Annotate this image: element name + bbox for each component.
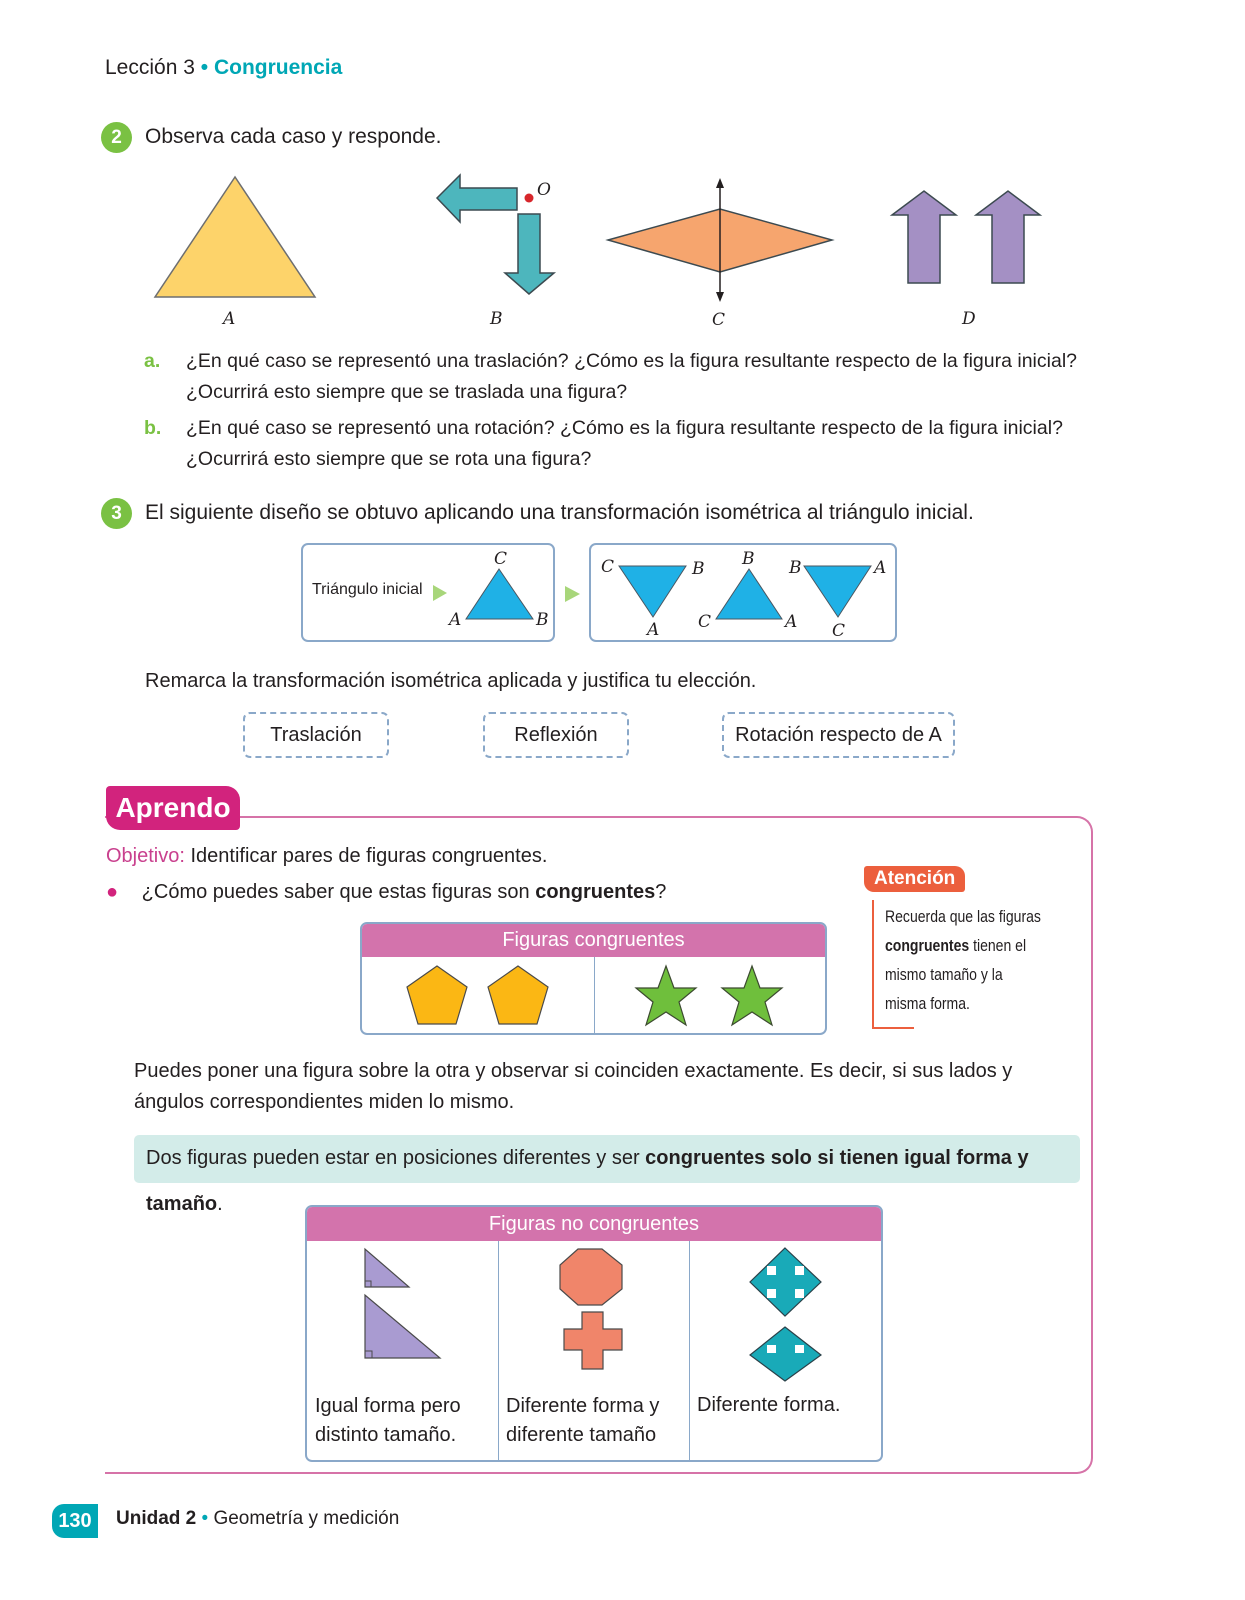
design-vertex-c1: C	[601, 557, 615, 577]
question-2a-text: ¿En qué caso se representó una traslación? ¿Cómo es la figura resultante respecto de la figura inicial? ¿Ocurrirá esto siempre que se traslada una figura?	[186, 350, 1077, 403]
question-2a	[144, 346, 1116, 408]
aprendo-question-pre: ¿Cómo puedes saber que estas figuras son	[141, 881, 536, 903]
objective	[106, 845, 547, 868]
design-box	[589, 543, 897, 642]
option-rotacion[interactable]: Rotación respecto de A	[722, 712, 955, 758]
objective-text: Identificar pares de figuras congruentes.	[190, 845, 548, 867]
question-2b-letter: b.	[144, 417, 162, 439]
point-o-marker	[525, 194, 534, 203]
aprendo-paragraph: Puedes poner una figura sobre la otra y observar si coinciden exactamente. Es decir, si sus lados y ángulos correspondientes miden lo mismo.	[134, 1060, 1013, 1113]
atencion-text-post: tienen el mismo tamaño y la misma forma.	[885, 937, 1027, 1013]
question-3-instruction: Remarca la transformación isométrica aplicada y justifica tu elección.	[145, 670, 757, 692]
aprendo-tag: Aprendo	[106, 786, 240, 830]
aprendo-question-post: ?	[655, 881, 667, 903]
aprendo-question	[106, 881, 666, 904]
figure-b-arrow-left	[437, 175, 517, 222]
atencion-tag: Atención	[864, 866, 965, 892]
initial-triangle-box	[301, 543, 555, 642]
congruent-table	[360, 922, 827, 1035]
teal-arrow-shape	[750, 1327, 821, 1381]
initial-vertex-b: B	[536, 610, 549, 630]
design-vertex-a1: A	[647, 620, 660, 640]
design-arrow	[565, 586, 580, 602]
question-3-number: 3	[101, 498, 132, 529]
figure-label-a: A	[223, 309, 236, 329]
octagon	[560, 1249, 622, 1305]
star-2	[722, 966, 782, 1025]
design-vertex-b2: B	[742, 549, 755, 569]
footer	[116, 1508, 399, 1530]
bullet-icon: ●	[106, 881, 119, 903]
question-2a-letter: a.	[144, 350, 161, 372]
design-vertex-a3: A	[874, 558, 887, 578]
design-vertex-c3: C	[832, 621, 846, 641]
atencion-text-bold: congruentes	[885, 937, 970, 955]
initial-vertex-a: A	[449, 610, 462, 630]
caption-equal-shape: Igual forma pero distinto tamaño.	[315, 1395, 461, 1446]
question-2-prompt: Observa cada caso y responde.	[145, 125, 442, 148]
option-traslacion[interactable]: Traslación	[243, 712, 389, 758]
lesson-header	[105, 56, 342, 80]
design-vertex-b1: B	[692, 559, 705, 579]
design-triangle-3	[804, 566, 871, 617]
congruence-highlight	[134, 1135, 1080, 1215]
highlight-bold: congruentes solo si tienen igual forma y tamaño	[146, 1147, 1029, 1215]
highlight-post: .	[217, 1193, 223, 1215]
design-vertex-a2: A	[785, 612, 798, 632]
footer-unit: Unidad 2	[116, 1508, 197, 1529]
initial-triangle-arrow	[433, 585, 447, 601]
congruent-table-title: Figuras congruentes	[362, 924, 825, 957]
figure-d-arrows	[880, 185, 1060, 295]
footer-subject: Geometría y medición	[213, 1508, 400, 1529]
highlight-pre: Dos figuras pueden estar en posiciones diferentes y ser	[146, 1147, 646, 1169]
caption-different-both: Diferente forma y diferente tamaño	[506, 1395, 660, 1446]
atencion-text	[885, 903, 1047, 1019]
figure-label-d: D	[962, 309, 976, 329]
point-o-label: O	[537, 180, 551, 200]
design-triangle-1	[619, 566, 686, 617]
footer-bullet: •	[201, 1508, 209, 1529]
caption-different-shape: Diferente forma.	[697, 1394, 841, 1416]
noncongruent-table-title: Figuras no congruentes	[307, 1207, 881, 1241]
design-vertex-b3: B	[789, 558, 802, 578]
star-1	[636, 966, 696, 1025]
initial-triangle-label: Triángulo inicial	[312, 581, 423, 598]
design-triangle-2	[716, 569, 782, 619]
large-right-triangle	[365, 1295, 440, 1358]
figure-b-arrow-down	[505, 214, 554, 294]
page-number: 130	[52, 1504, 98, 1538]
question-2-number: 2	[101, 122, 132, 153]
option-reflexion[interactable]: Reflexión	[483, 712, 629, 758]
figure-a-triangle	[155, 177, 315, 297]
question-3-prompt: El siguiente diseño se obtuvo aplicando una transformación isométrica al triángulo inicial.	[145, 501, 974, 524]
small-right-triangle	[365, 1249, 409, 1287]
aprendo-question-bold: congruentes	[535, 881, 656, 903]
question-2b-text: ¿En qué caso se representó una rotación? ¿Cómo es la figura resultante respecto de la figura inicial? ¿Ocurrirá esto siempre que se rota una figura?	[186, 417, 1063, 470]
atencion-text-pre: Recuerda que las figuras	[885, 908, 1041, 926]
figure-label-b: B	[490, 309, 503, 329]
teal-arrow-star	[750, 1248, 821, 1316]
question-2b	[144, 413, 1116, 475]
design-vertex-c2: C	[698, 612, 712, 632]
objective-label: Objetivo:	[106, 845, 185, 867]
pentagon-1	[407, 966, 467, 1024]
pentagon-2	[488, 966, 548, 1024]
header-bullet: •	[200, 56, 209, 79]
initial-vertex-c: C	[494, 549, 508, 569]
figure-label-c: C	[712, 310, 726, 330]
noncongruent-table	[305, 1205, 883, 1462]
cross	[564, 1312, 622, 1369]
lesson-number: Lección 3	[105, 56, 195, 79]
initial-triangle	[466, 569, 533, 619]
lesson-topic: Congruencia	[213, 56, 343, 79]
